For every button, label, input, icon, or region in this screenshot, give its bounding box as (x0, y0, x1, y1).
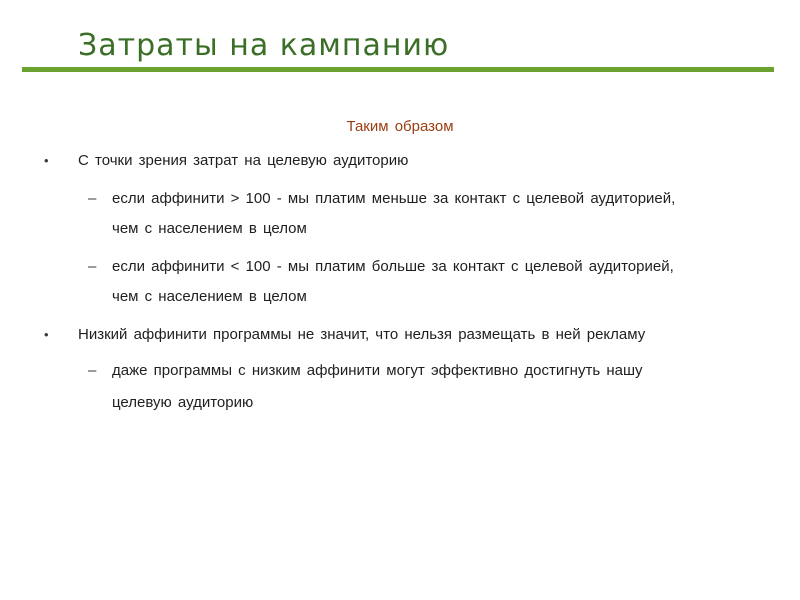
bullet-marker: • (44, 153, 49, 168)
sub-item-3-line-1: даже программы с низким аффинити могут эффективно достигнуть нашу (112, 362, 643, 379)
sub-item-1-line-2: чем с населением в целом (112, 220, 307, 237)
dash-marker: – (88, 190, 97, 207)
slide-title: Затраты на кампанию (78, 28, 450, 63)
dash-marker: – (88, 258, 97, 275)
bullet-item-1: С точки зрения затрат на целевую аудиторию (78, 152, 409, 169)
subheading: Таким образом (346, 118, 454, 135)
bullet-item-2: Низкий аффинити программы не значит, что нельзя размещать в ней рекламу (78, 326, 646, 343)
bullet-marker: • (44, 327, 49, 342)
sub-item-2-line-2: чем с населением в целом (112, 288, 307, 305)
dash-marker: – (88, 362, 97, 379)
sub-item-1-line-1: если аффинити > 100 - мы платим меньше за контакт с целевой аудиторией, (112, 190, 676, 207)
sub-item-3-line-2: целевую аудиторию (112, 394, 254, 411)
sub-item-2-line-1: если аффинити < 100 - мы платим больше за контакт с целевой аудиторией, (112, 258, 674, 275)
